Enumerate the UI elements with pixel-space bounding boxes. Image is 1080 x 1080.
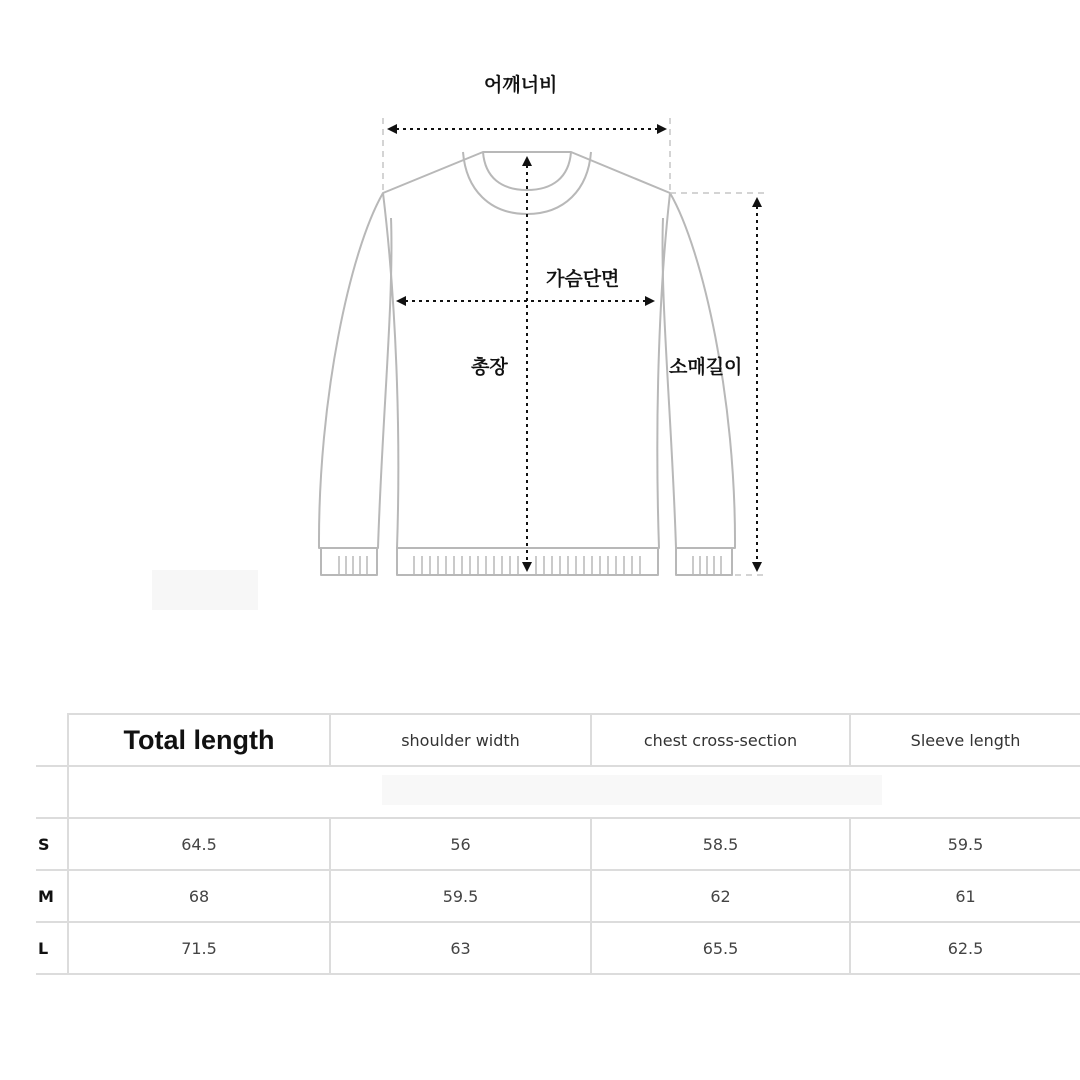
table-cell: 61 xyxy=(850,870,1080,922)
guide-lines xyxy=(383,118,768,575)
table-cell: 65.5 xyxy=(591,922,850,974)
shoulder-width-label: 어깨너비 xyxy=(484,74,558,96)
table-cell: 62 xyxy=(591,870,850,922)
sleeve-length-label: 소매길이 xyxy=(669,356,743,378)
table-cell: 58.5 xyxy=(591,818,850,870)
table-row xyxy=(36,922,1080,974)
blank-row-cell xyxy=(68,766,1080,818)
table-cell: 59.5 xyxy=(850,818,1080,870)
table-cell: 63 xyxy=(330,922,591,974)
header-shoulder-width: shoulder width xyxy=(330,714,591,766)
header-sleeve-length: Sleeve length xyxy=(850,714,1080,766)
table-cell: 56 xyxy=(330,818,591,870)
table-corner xyxy=(36,714,68,766)
table-cell: 71.5 xyxy=(68,922,330,974)
table-row xyxy=(36,818,1080,870)
size-label: S xyxy=(36,818,68,870)
blurred-region xyxy=(152,570,258,610)
header-total-length: Total length xyxy=(68,714,330,766)
table-corner xyxy=(36,766,68,818)
size-table xyxy=(36,713,1080,975)
table-cell: 59.5 xyxy=(330,870,591,922)
header-chest: chest cross-section xyxy=(591,714,850,766)
table-header-row xyxy=(36,714,1080,766)
size-label: M xyxy=(36,870,68,922)
table-cell: 64.5 xyxy=(68,818,330,870)
table-row xyxy=(36,870,1080,922)
table-cell: 68 xyxy=(68,870,330,922)
total-length-label: 총장 xyxy=(471,356,508,378)
table-cell: 62.5 xyxy=(850,922,1080,974)
table-blank-row xyxy=(36,766,1080,818)
chest-label: 가슴단면 xyxy=(546,268,620,290)
size-label: L xyxy=(36,922,68,974)
